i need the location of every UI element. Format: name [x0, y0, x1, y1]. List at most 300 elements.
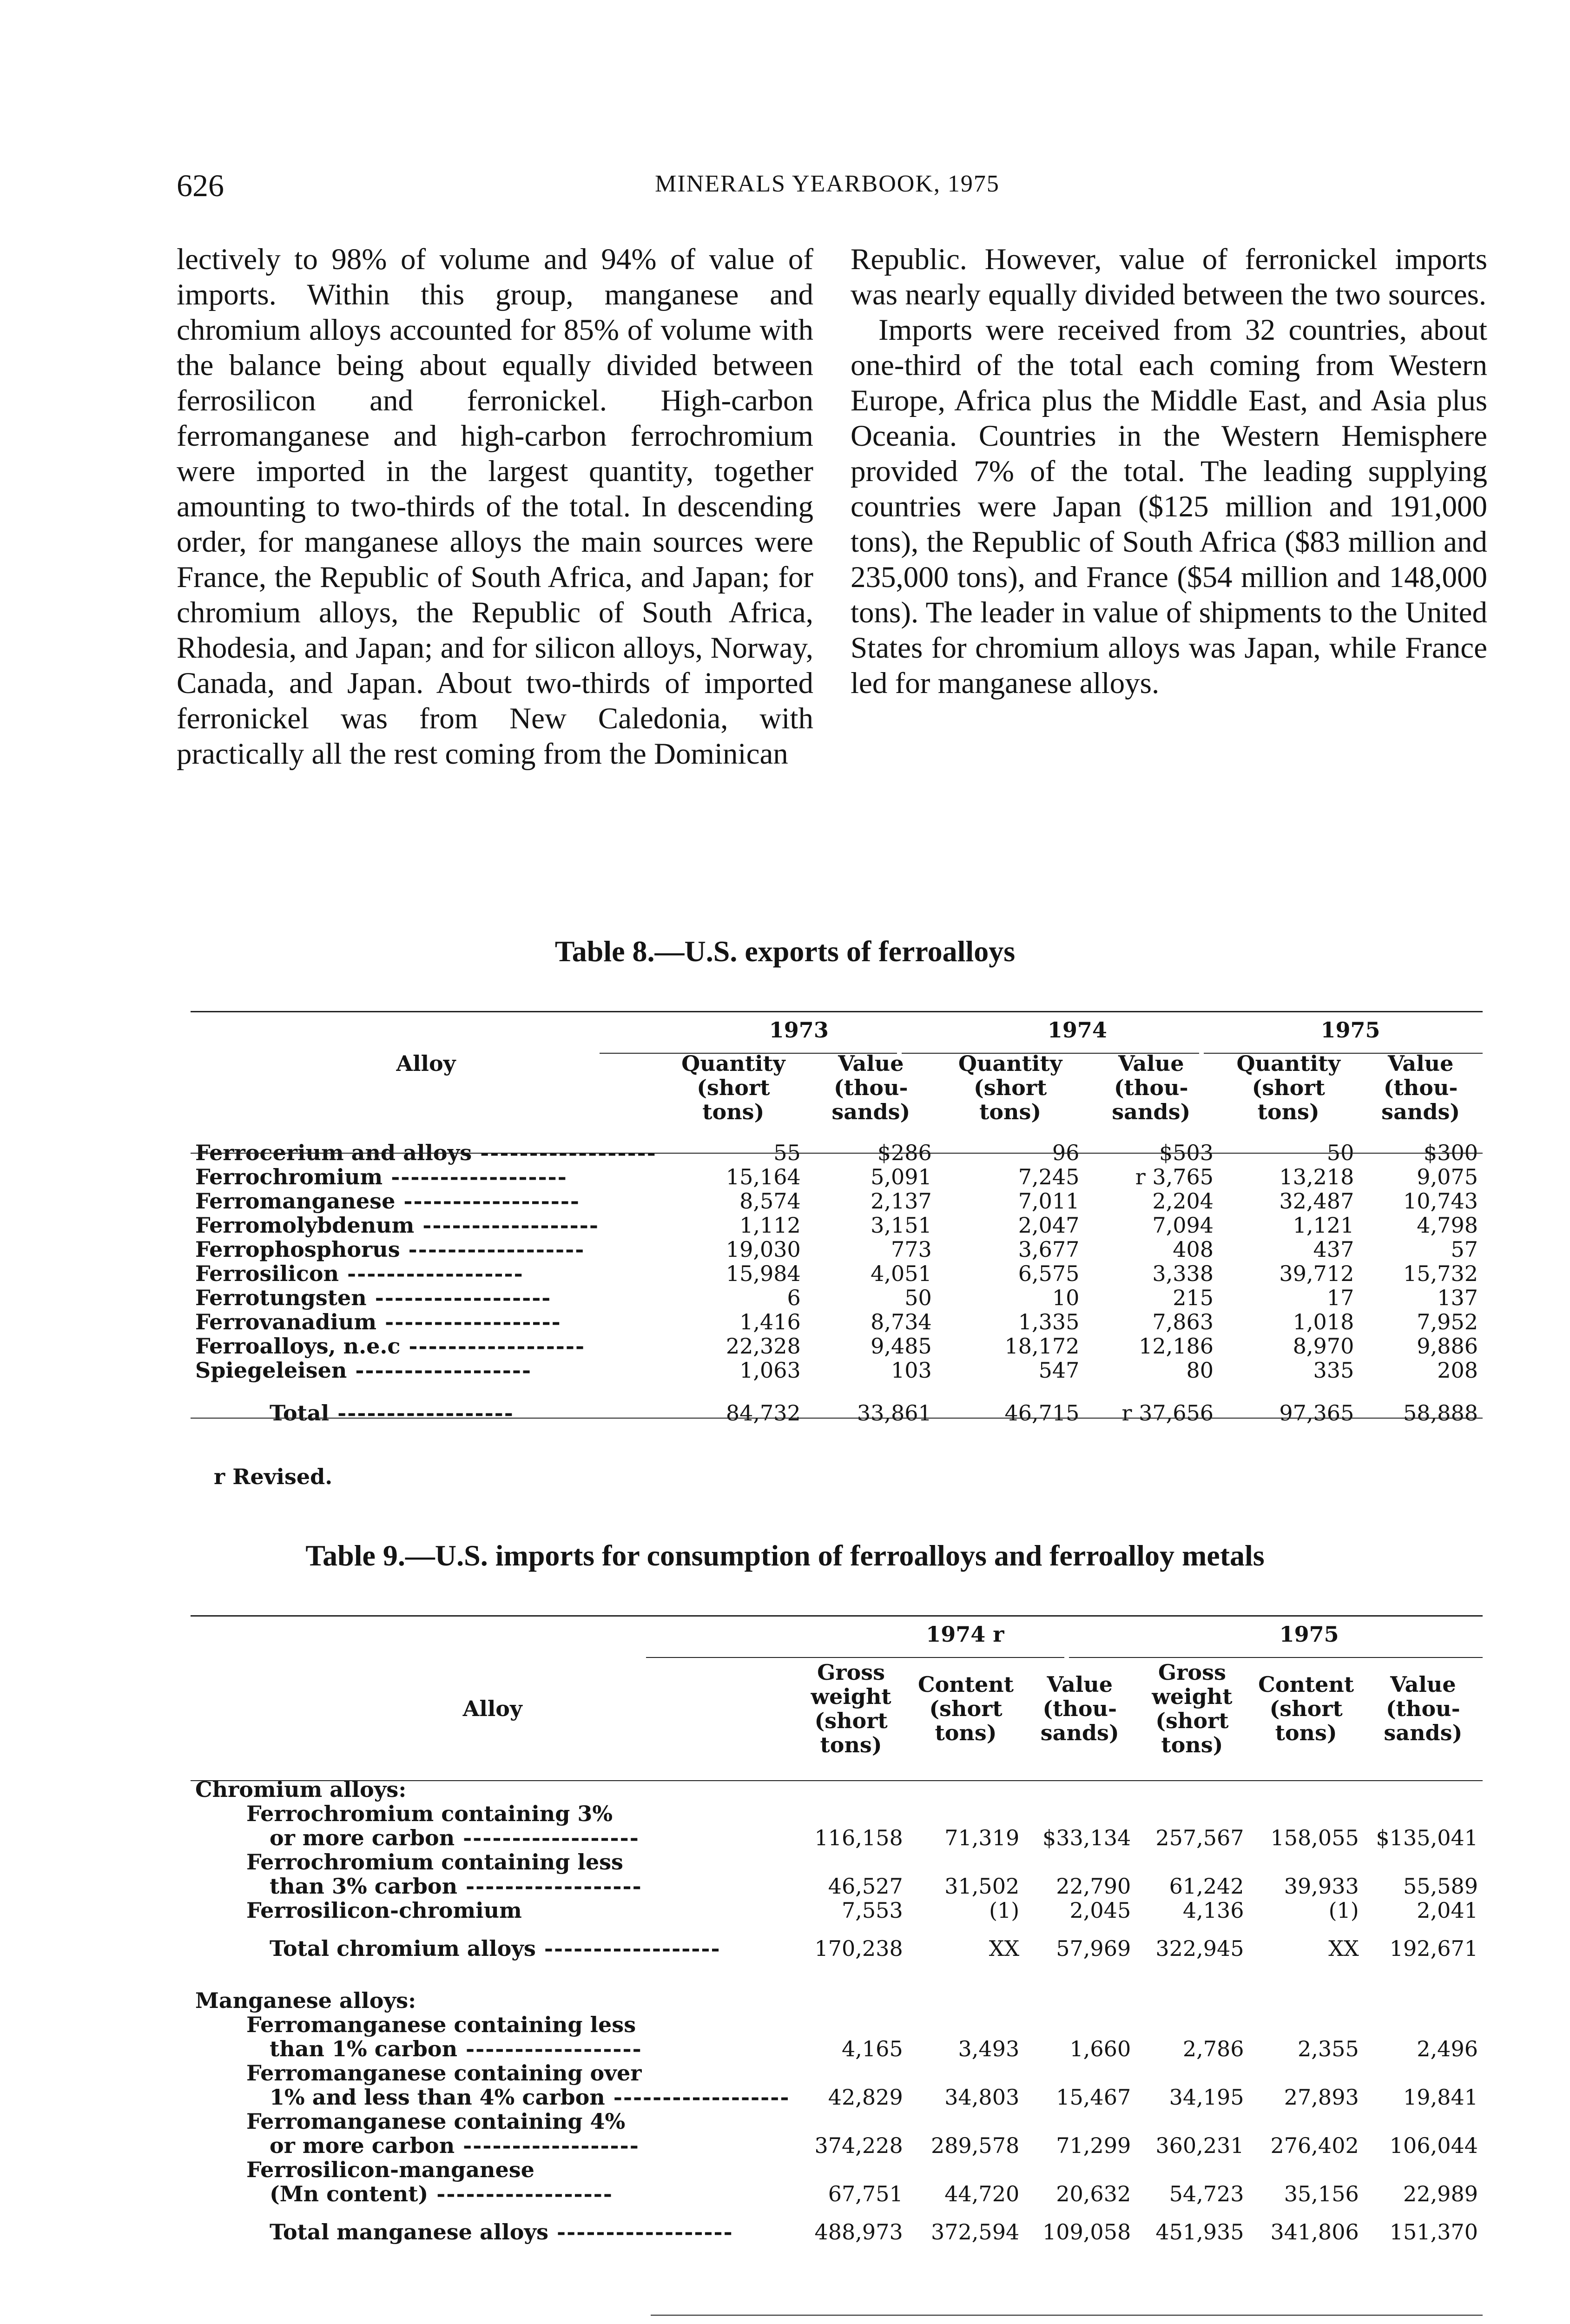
table-cell: 2,047	[1018, 1213, 1080, 1238]
alloy-name: Ferrocerium and alloys	[195, 1140, 472, 1165]
table-cell: 19,841	[1403, 2085, 1478, 2110]
value-header-line: sands)	[1112, 1099, 1191, 1124]
table9-year-1974: 1974 r	[926, 1622, 1004, 1647]
leader-dots	[347, 1358, 532, 1383]
table-cell: 4,798	[1417, 1213, 1478, 1238]
page-number: 626	[177, 168, 224, 203]
table9-header-rule	[191, 1780, 1483, 1781]
table-cell: $33,134	[1042, 1825, 1131, 1850]
table-cell: 42,829	[828, 2085, 903, 2110]
quantity-header-line: Quantity	[958, 1051, 1062, 1076]
table8	[191, 1018, 1483, 1425]
table-cell: 7,245	[1018, 1164, 1080, 1189]
table-row	[191, 2013, 1483, 2037]
quantity-header-line: Quantity	[681, 1051, 785, 1076]
table-row	[191, 2133, 1483, 2158]
value-header-line: Value	[1047, 1672, 1113, 1697]
table9-row-label: Ferromanganese containing over	[246, 2060, 642, 2086]
empty-cell	[1024, 1850, 1135, 1874]
alloy-name: Ferrochromium	[195, 1164, 383, 1189]
table-cell: 158,055	[1270, 1825, 1359, 1850]
table-row	[191, 1358, 1483, 1382]
table8-row-label	[191, 1165, 661, 1189]
table9-top-rule	[191, 1615, 1483, 1617]
empty-cell	[1364, 2013, 1483, 2037]
table-row	[191, 1334, 1483, 1358]
empty-cell	[1135, 2013, 1248, 2037]
empty-cell	[1135, 2061, 1248, 2085]
content-header-line: (short	[1269, 1696, 1343, 1721]
leader-dots	[395, 1188, 580, 1214]
table9-total-row	[191, 1936, 1483, 1961]
table-cell: 374,228	[814, 2133, 903, 2158]
left-column-text: lectively to 98% of volume and 94% of value of imports. Within this group, manganese and chromium alloys accounted for 85% of volume with the balance being about equally divided between ferrosilicon and ferronickel. High-carbon ferromanganese and high-carbon ferrochromium were imported in the largest quantity, together amounting to two-thirds of the total. In descending order, for manganese alloys the main sources were France, the Republic of South Africa, and Japan; for chromium alloys, the Republic of South Africa, Rhodesia, and Japan; and for silicon alloys, Norway, Canada, and Japan. About two-thirds of imported ferronickel was from New Caledonia, with practically all the rest coming from the Dominican	[177, 243, 813, 771]
table9-row-label-cont	[191, 2085, 794, 2109]
table-cell: $135,041	[1376, 1825, 1478, 1850]
table-cell: 15,732	[1403, 1261, 1478, 1286]
table-cell: 71,319	[944, 1825, 1020, 1850]
table-row	[191, 1826, 1483, 1850]
table-row	[191, 2158, 1483, 2182]
table-cell: 7,011	[1018, 1188, 1080, 1214]
table8-row-label	[191, 1358, 661, 1382]
table9-year-1975: 1975	[1279, 1622, 1339, 1647]
right-column-paragraph-1: Republic. However, value of ferronickel imports was nearly equally divided between the two sources.	[851, 243, 1487, 311]
table8-total-label	[191, 1401, 661, 1425]
table-cell: 2,041	[1417, 1898, 1478, 1923]
gross-header-line: tons)	[1161, 1732, 1223, 1757]
table-cell: $300	[1423, 1140, 1478, 1165]
table-cell: 109,058	[1042, 2219, 1131, 2245]
table-row	[191, 1237, 1483, 1261]
leader-dots	[400, 1237, 585, 1262]
table-cell: 1,335	[1018, 1309, 1080, 1334]
table-cell: 9,485	[871, 1334, 932, 1359]
table9	[191, 1622, 1483, 2272]
right-column	[851, 242, 1487, 701]
table8-year-1975: 1975	[1320, 1017, 1380, 1043]
table9-row-label: Ferromanganese containing less	[246, 2012, 636, 2037]
table9-row-label-cont	[191, 2182, 794, 2206]
empty-cell	[1024, 2158, 1135, 2182]
empty-cell	[794, 2109, 907, 2133]
table8-value-header	[1359, 1051, 1483, 1124]
table-cell: 10	[1052, 1285, 1080, 1310]
table9-group-heading: Chromium alloys:	[195, 1777, 407, 1802]
table-cell: 7,553	[842, 1898, 903, 1923]
table9-row-label: Ferrosilicon-chromium	[246, 1898, 522, 1923]
empty-cell	[908, 1802, 1024, 1826]
table-cell: 7,952	[1417, 1309, 1478, 1334]
table9-1974-rule	[646, 1657, 1064, 1658]
leader-dots	[339, 1261, 524, 1286]
table9-alloy-header: Alloy	[462, 1696, 522, 1721]
value-header-line: Value	[1390, 1672, 1456, 1697]
table-cell: 15,467	[1056, 2085, 1131, 2110]
table-cell: 3,151	[871, 1213, 932, 1238]
table-cell: 58,888	[1403, 1400, 1478, 1426]
spacer-row	[191, 2244, 1483, 2272]
table9-bottom-rule	[651, 2315, 1483, 2316]
table-cell: 2,496	[1417, 2036, 1478, 2061]
leader-dots	[548, 2219, 733, 2245]
value-header-line: Value	[838, 1051, 904, 1076]
label-text: than 3% carbon	[270, 1874, 458, 1899]
table-cell: 97,365	[1279, 1400, 1354, 1426]
table-cell: 1,121	[1293, 1213, 1354, 1238]
table9-caption: Table 9.—U.S. imports for consumption of ferroalloys and ferroalloy metals	[305, 1539, 1265, 1572]
table-cell: 106,044	[1389, 2133, 1478, 2158]
table-cell: 335	[1313, 1358, 1354, 1383]
table8-quantity-header	[937, 1051, 1084, 1124]
value-header-line: sands)	[1384, 1720, 1463, 1745]
table8-year-row	[191, 1018, 1483, 1042]
table9-total-label	[191, 2220, 794, 2244]
table-cell: 215	[1173, 1285, 1214, 1310]
left-column	[177, 242, 813, 772]
table-cell: 2,786	[1182, 2036, 1244, 2061]
alloy-name: Ferromolybdenum	[195, 1213, 415, 1238]
table8-subheader-row	[191, 1051, 1483, 1124]
table-row	[191, 2182, 1483, 2206]
empty-cell	[1364, 2061, 1483, 2085]
value-header-line: (thou-	[1114, 1075, 1188, 1100]
table-cell: 32,487	[1279, 1188, 1354, 1214]
table-cell: 170,238	[814, 1936, 903, 1961]
table-cell: 289,578	[931, 2133, 1020, 2158]
table-cell: 276,402	[1270, 2133, 1359, 2158]
table-cell: 8,734	[871, 1309, 932, 1334]
table-cell: 372,594	[931, 2219, 1020, 2245]
table-row	[191, 2109, 1483, 2133]
empty-cell	[1249, 2061, 1364, 2085]
table-cell: XX	[989, 1936, 1020, 1961]
table-cell: 12,186	[1139, 1334, 1214, 1359]
empty-cell	[1249, 1850, 1364, 1874]
empty-cell	[1024, 2061, 1135, 2085]
table8-row-label	[191, 1286, 661, 1310]
table-cell: 437	[1313, 1237, 1354, 1262]
table-cell: 4,165	[842, 2036, 903, 2061]
table-cell: 50	[904, 1285, 932, 1310]
table-cell: 8,970	[1293, 1334, 1354, 1359]
quantity-header-line: (short	[697, 1075, 770, 1100]
total-label-text: Total manganese alloys	[270, 2219, 549, 2245]
table-row	[191, 2061, 1483, 2085]
empty-cell	[794, 2158, 907, 2182]
table9-total-row	[191, 2220, 1483, 2244]
table-cell: 116,158	[814, 1825, 903, 1850]
empty-cell	[908, 2158, 1024, 2182]
table8-year-1974: 1974	[1047, 1017, 1107, 1043]
empty-cell	[1364, 2109, 1483, 2133]
table-cell: 18,172	[1004, 1334, 1080, 1359]
table-cell: (1)	[989, 1898, 1020, 1923]
table-cell: 84,732	[726, 1400, 801, 1426]
table-cell: 257,567	[1155, 1825, 1244, 1850]
table-row	[191, 2085, 1483, 2109]
table-row	[191, 2037, 1483, 2061]
table-cell: 55,589	[1403, 1874, 1478, 1899]
table9-value-header	[1364, 1660, 1483, 1757]
table-cell: 33,861	[857, 1400, 932, 1426]
table8-1975-rule	[1204, 1053, 1483, 1054]
alloy-name: Ferrotungsten	[195, 1285, 367, 1310]
empty-cell	[908, 1850, 1024, 1874]
table8-caption: Table 8.—U.S. exports of ferroalloys	[554, 935, 1016, 968]
table-cell: 3,493	[958, 2036, 1020, 2061]
table-cell: $286	[877, 1140, 932, 1165]
label-text: or more carbon	[270, 2133, 455, 2158]
table-cell: 360,231	[1155, 2133, 1244, 2158]
table8-1974-rule	[902, 1053, 1199, 1054]
table-cell: 103	[891, 1358, 932, 1383]
table-cell: 773	[891, 1237, 932, 1262]
table-cell: 341,806	[1270, 2219, 1359, 2245]
empty-cell	[908, 2061, 1024, 2085]
value-header-line: (thou-	[1042, 1696, 1117, 1721]
table-cell: 57,969	[1056, 1936, 1131, 1961]
value-header-line: sands)	[1040, 1720, 1119, 1745]
table-cell: 20,632	[1056, 2181, 1131, 2206]
table-cell: 10,743	[1403, 1188, 1478, 1214]
value-header-line: (thou-	[1386, 1696, 1460, 1721]
table-cell: 55	[773, 1140, 801, 1165]
value-header-line: Value	[1118, 1051, 1184, 1076]
table8-footnote: r Revised.	[214, 1464, 333, 1489]
leader-dots	[605, 2085, 790, 2110]
empty-cell	[1249, 1802, 1364, 1826]
table9-row-label: Ferrochromium containing 3%	[246, 1801, 613, 1826]
alloy-name: Spiegeleisen	[195, 1358, 347, 1383]
value-header-line: Value	[1387, 1051, 1454, 1076]
table-cell: 96	[1052, 1140, 1080, 1165]
spacer-row	[191, 1922, 1483, 1936]
leader-dots	[383, 1164, 567, 1189]
table-cell: 67,751	[828, 2181, 903, 2206]
label-text: 1% and less than 4% carbon	[270, 2085, 605, 2110]
table9-group-heading-row	[191, 1988, 1483, 2013]
empty-cell	[794, 1802, 907, 1826]
table9-1975-rule	[1069, 1657, 1483, 1658]
table9-content-header	[908, 1660, 1024, 1757]
table-cell: 9,886	[1417, 1334, 1478, 1359]
gross-header-line: (short	[1155, 1708, 1229, 1733]
empty-cell	[794, 1850, 907, 1874]
empty-cell	[1135, 2158, 1248, 2182]
empty-cell	[794, 2061, 907, 2085]
table-row	[191, 1310, 1483, 1334]
empty-cell	[1024, 2109, 1135, 2133]
alloy-name: Ferrosilicon	[195, 1261, 339, 1286]
table-cell: 46,527	[828, 1874, 903, 1899]
content-header-line: tons)	[1275, 1720, 1337, 1745]
table-cell: 13,218	[1279, 1164, 1354, 1189]
table-cell: r 37,656	[1121, 1400, 1214, 1426]
label-text: (Mn content)	[270, 2181, 429, 2206]
table-cell: r 3,765	[1135, 1164, 1214, 1189]
table-cell: (1)	[1328, 1898, 1359, 1923]
content-header-line: Content	[1258, 1672, 1354, 1697]
leader-dots	[536, 1936, 721, 1961]
table-cell: 408	[1173, 1237, 1214, 1262]
total-label-text: Total	[270, 1400, 330, 1426]
content-header-line: (short	[929, 1696, 1003, 1721]
table-cell: 208	[1437, 1358, 1478, 1383]
page-header	[177, 167, 1478, 209]
leader-dots	[367, 1285, 552, 1310]
table-cell: 34,803	[944, 2085, 1020, 2110]
table8-total-row	[191, 1401, 1483, 1425]
table-cell: 6,575	[1018, 1261, 1080, 1286]
table-cell: 7,094	[1152, 1213, 1214, 1238]
table-cell: 137	[1437, 1285, 1478, 1310]
table-cell: 15,984	[726, 1261, 801, 1286]
table-cell: 3,338	[1152, 1261, 1214, 1286]
table-row	[191, 1165, 1483, 1189]
empty-cell	[1024, 2013, 1135, 2037]
table-cell: 39,933	[1284, 1874, 1359, 1899]
table-cell: 19,030	[726, 1237, 801, 1262]
table9-row-label-cont	[191, 1826, 794, 1850]
table-cell: 151,370	[1389, 2219, 1478, 2245]
value-header-line: sands)	[831, 1099, 910, 1124]
table-cell: $503	[1159, 1140, 1214, 1165]
table9-row-label-cont	[191, 1874, 794, 1898]
table-cell: 547	[1038, 1358, 1080, 1383]
content-header-line: tons)	[935, 1720, 997, 1745]
quantity-header-line: Quantity	[1236, 1051, 1340, 1076]
empty-cell	[1249, 2109, 1364, 2133]
table-cell: 44,720	[944, 2181, 1020, 2206]
table-cell: 1,416	[739, 1309, 801, 1334]
quantity-header-line: tons)	[979, 1099, 1042, 1124]
gross-header-line: weight	[1152, 1684, 1233, 1709]
table-row	[191, 1850, 1483, 1874]
empty-cell	[1249, 2158, 1364, 2182]
table-cell: 35,156	[1284, 2181, 1359, 2206]
quantity-header-line: (short	[973, 1075, 1047, 1100]
leader-dots	[400, 1334, 585, 1359]
gross-header-line: weight	[811, 1684, 891, 1709]
leader-dots	[457, 1874, 642, 1899]
table-cell: 34,195	[1169, 2085, 1244, 2110]
table-cell: 22,790	[1056, 1874, 1131, 1899]
table-cell: 22,989	[1403, 2181, 1478, 2206]
spacer-row	[191, 2206, 1483, 2220]
table9-row-label: Ferrosilicon-manganese	[246, 2157, 534, 2182]
quantity-header-line: tons)	[702, 1099, 765, 1124]
table-cell: 15,164	[726, 1164, 801, 1189]
table-cell: 1,112	[739, 1213, 801, 1238]
table-row	[191, 1213, 1483, 1237]
table-cell: 5,091	[871, 1164, 932, 1189]
total-label-text: Total chromium alloys	[270, 1936, 536, 1961]
empty-cell	[1135, 2109, 1248, 2133]
table8-row-label	[191, 1213, 661, 1237]
leader-dots	[428, 2181, 613, 2206]
table-cell: 39,712	[1279, 1261, 1354, 1286]
table-cell: 192,671	[1389, 1936, 1478, 1961]
alloy-name: Ferrovanadium	[195, 1309, 377, 1334]
table8-1973-rule	[600, 1053, 897, 1054]
table8-bottom-rule	[191, 1418, 1483, 1419]
table-cell: 46,715	[1004, 1400, 1080, 1426]
table9-gross-header	[794, 1660, 907, 1757]
leader-dots	[455, 2133, 640, 2158]
table9-group-heading: Manganese alloys:	[195, 1988, 416, 2013]
value-header-line: (thou-	[1383, 1075, 1458, 1100]
value-header-line: sands)	[1381, 1099, 1460, 1124]
empty-cell	[1249, 2013, 1364, 2037]
empty-cell	[1364, 1850, 1483, 1874]
table-cell: 322,945	[1155, 1936, 1244, 1961]
table-cell: 6	[787, 1285, 801, 1310]
table-cell: 7,863	[1152, 1309, 1214, 1334]
table8-row-label	[191, 1310, 661, 1334]
table-row	[191, 1874, 1483, 1898]
label-text: than 1% carbon	[270, 2036, 458, 2061]
table-cell: 2,204	[1152, 1188, 1214, 1214]
table-cell: 17	[1326, 1285, 1354, 1310]
gross-header-line: Gross	[817, 1660, 885, 1685]
leader-dots	[414, 1213, 599, 1238]
table8-year-1973: 1973	[769, 1017, 829, 1043]
empty-cell	[908, 2013, 1024, 2037]
table-cell: 1,018	[1293, 1309, 1354, 1334]
table-cell: 27,893	[1284, 2085, 1359, 2110]
gross-header-line: tons)	[820, 1732, 882, 1757]
spacer-row	[191, 1961, 1483, 1988]
table-cell: 50	[1326, 1140, 1354, 1165]
table9-content-header	[1249, 1660, 1364, 1757]
table-cell: 31,502	[944, 1874, 1020, 1899]
table-cell: 488,973	[814, 2219, 903, 2245]
alloy-name: Ferroalloys, n.e.c	[195, 1334, 401, 1359]
table9-row-label: Ferrochromium containing less	[246, 1849, 623, 1875]
empty-cell	[1024, 1802, 1135, 1826]
table-cell: 3,677	[1018, 1237, 1080, 1262]
table-cell: 4,051	[871, 1261, 932, 1286]
table-cell: 57	[1451, 1237, 1478, 1262]
empty-cell	[908, 2109, 1024, 2133]
leader-dots	[376, 1309, 561, 1334]
table8-top-rule	[191, 1011, 1483, 1012]
table-cell: 451,935	[1155, 2219, 1244, 2245]
table8-alloy-header: Alloy	[396, 1051, 456, 1076]
running-title: MINERALS YEARBOOK, 1975	[655, 171, 1000, 197]
gross-header-line: Gross	[1158, 1660, 1226, 1685]
table-cell: 54,723	[1169, 2181, 1244, 2206]
table8-row-label	[191, 1237, 661, 1261]
table-row	[191, 1286, 1483, 1310]
table-cell: 1,063	[739, 1358, 801, 1383]
table9-gross-header	[1135, 1660, 1248, 1757]
table8-row-label	[191, 1189, 661, 1213]
table9-row-label-cont	[191, 2037, 794, 2061]
table9-row-label: Ferromanganese containing 4%	[246, 2109, 626, 2134]
table-row	[191, 1898, 1483, 1922]
table9-value-header	[1024, 1660, 1135, 1757]
table8-quantity-header	[661, 1051, 805, 1124]
table-cell: 71,299	[1056, 2133, 1131, 2158]
table9-row-label-cont	[191, 2133, 794, 2158]
content-header-line: Content	[918, 1672, 1014, 1697]
label-text: or more carbon	[270, 1825, 455, 1850]
table-cell: 61,242	[1169, 1874, 1244, 1899]
table-cell: 4,136	[1182, 1898, 1244, 1923]
table-cell: 8,574	[739, 1188, 801, 1214]
